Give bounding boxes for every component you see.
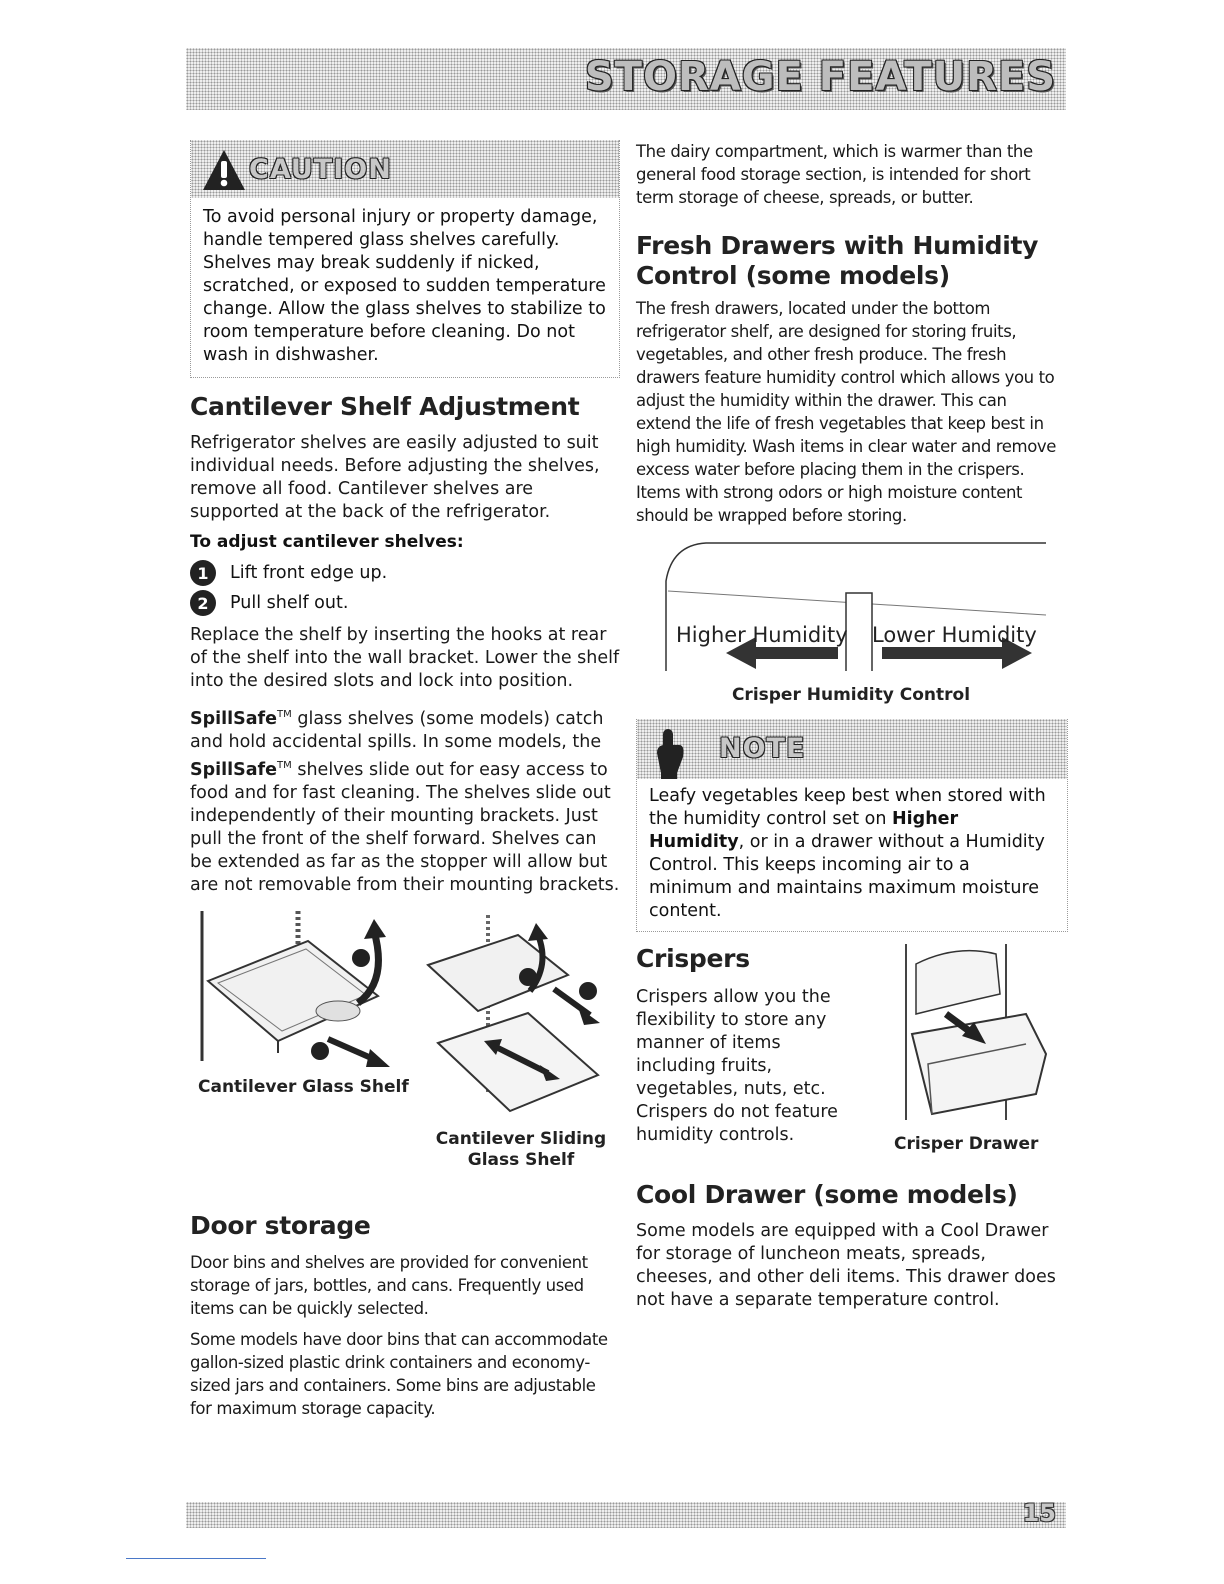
spillsafe-paragraph: [190, 703, 620, 897]
humidity-control-illustration: [656, 541, 1066, 671]
note-title: NOTE: [719, 733, 806, 764]
pointing-hand-icon: [651, 725, 687, 781]
spillsafe-text-1: glass shelves (some models) catch and hold accidental spills. In some models, the: [190, 708, 604, 752]
step-2: [190, 590, 620, 616]
shelf-figures: [190, 911, 620, 1203]
step-number-1: 1: [190, 560, 216, 586]
cool-drawer-heading: Cool Drawer (some models): [636, 1180, 1018, 1209]
step-1-text: Lift front edge up.: [230, 563, 388, 583]
trademark: TM: [277, 709, 292, 720]
step-1: [190, 560, 620, 586]
higher-humidity-label: Higher Humidity: [676, 623, 848, 647]
cantilever-intro: Refrigerator shelves are easily adjusted to suit individual needs. Before adjusting the shelves, remove all food. Cantilever shelves are supported at the back of the refrigerator.: [190, 433, 600, 522]
page-title: STORAGE FEATURES: [584, 54, 1056, 100]
note-text-2: , or in a drawer without a Humidity Control. This keeps incoming air to a minimum and maintains maximum moisture content.: [649, 832, 1045, 921]
page-number: 15: [1022, 1499, 1056, 1527]
humidity-figure-caption: Crisper Humidity Control: [731, 685, 971, 705]
caution-box: [190, 140, 620, 378]
cool-drawer-text: Some models are equipped with a Cool Drawer for storage of luncheon meats, spreads, cheeses, and other deli items. This drawer does not have a separate temperature control.: [636, 1221, 1056, 1310]
crisper-drawer-caption: Crisper Drawer: [894, 1134, 1039, 1154]
crisper-drawer-illustration: [876, 944, 1066, 1140]
note-text-1: Leafy vegetables keep best when stored with the humidity control set on: [649, 786, 1046, 829]
spillsafe-text-2: shelves slide out for easy access to food and for fast cleaning. The shelves slide out independently of their mounting brackets. Just pull the front of the shelf forward. Shelves can be extended as far as the stopper will allow but are not removable from their mounting brackets.: [190, 759, 620, 895]
note-bold: Higher Humidity: [649, 809, 959, 852]
crispers-heading: Crispers: [636, 944, 750, 973]
footer-band: [186, 1499, 1066, 1528]
fresh-drawers-heading-line-2: Control (some models): [636, 261, 950, 290]
fig-caption-sliding-line-2: Glass Shelf: [467, 1149, 575, 1170]
step-2-text: Pull shelf out.: [230, 593, 349, 613]
dairy-text: The dairy compartment, which is warmer than the general food storage section, is intended for short term storage of cheese, spreads, or butter.: [636, 142, 1033, 207]
lower-humidity-label: Lower Humidity: [872, 623, 1037, 647]
crispers-section: [636, 944, 1066, 1166]
warning-icon: [201, 148, 247, 192]
note-band: [637, 719, 1067, 779]
cantilever-sliding-shelf-illustration: [418, 915, 618, 1135]
spillsafe-brand: SpillSafe: [190, 708, 278, 729]
fig-caption-sliding-line-1: Cantilever Sliding: [435, 1128, 607, 1149]
fig-caption-glass-shelf: Cantilever Glass Shelf: [198, 1076, 409, 1097]
step-number-2: 2: [190, 590, 216, 616]
cantilever-subheading: To adjust cantilever shelves:: [190, 532, 464, 552]
fresh-drawers-text: The fresh drawers, located under the bottom refrigerator shelf, are designed for storing fruits, vegetables, and other fresh produce. The fresh drawers feature humidity control which allows you to adjust the humidity within the drawer. This can extend the life of fresh vegetables that keep best in high humidity. Wash items in clear water and remove excess water before placing them in the crispers. Items with strong odors or high moisture content should be wrapped before storing.: [636, 299, 1057, 525]
scan-underline-mark: [126, 1558, 266, 1559]
left-column: [190, 140, 620, 1420]
cantilever-glass-shelf-illustration: [198, 911, 408, 1081]
door-storage-heading: Door storage: [190, 1210, 371, 1240]
fig-caption-sliding-shelf: [430, 1129, 612, 1171]
right-column: [636, 140, 1066, 1312]
spillsafe-brand-2: SpillSafe: [190, 759, 278, 780]
caution-title: CAUTION: [249, 154, 392, 185]
header-band: [186, 48, 1066, 110]
door-storage-p1: Door bins and shelves are provided for convenient storage of jars, bottles, and cans. Frequently used items can be quickly selected.: [190, 1252, 588, 1318]
fresh-drawers-heading-line-1: Fresh Drawers with Humidity: [636, 231, 1039, 260]
note-text: [637, 779, 1067, 931]
replace-text: Replace the shelf by inserting the hooks at rear of the shelf into the wall bracket. Lower the shelf into the desired slots and lock into position.: [190, 625, 620, 691]
crispers-text: Crispers allow you the flexibility to store any manner of items including fruits, vegetables, nuts, etc. Crispers do not feature humidity controls.: [636, 987, 838, 1145]
caution-text: To avoid personal injury or property damage, handle tempered glass shelves carefully. Shelves may break suddenly if nicked, scratched, or exposed to sudden temperature change. Allow the glass shelves to stabilize to room temperature before cleaning. Do not wash in dishwasher.: [203, 207, 606, 365]
trademark-2: TM: [277, 759, 292, 771]
door-storage-p2: Some models have door bins that can accommodate gallon-sized plastic drink containers and economy-sized jars and containers. Some bins are adjustable for maximum storage capacity.: [190, 1329, 608, 1418]
humidity-control-figure: [636, 541, 1066, 709]
caution-band: [191, 140, 619, 198]
note-box: [636, 719, 1068, 932]
fresh-drawers-heading: [636, 231, 1066, 291]
cantilever-heading: Cantilever Shelf Adjustment: [190, 392, 580, 421]
